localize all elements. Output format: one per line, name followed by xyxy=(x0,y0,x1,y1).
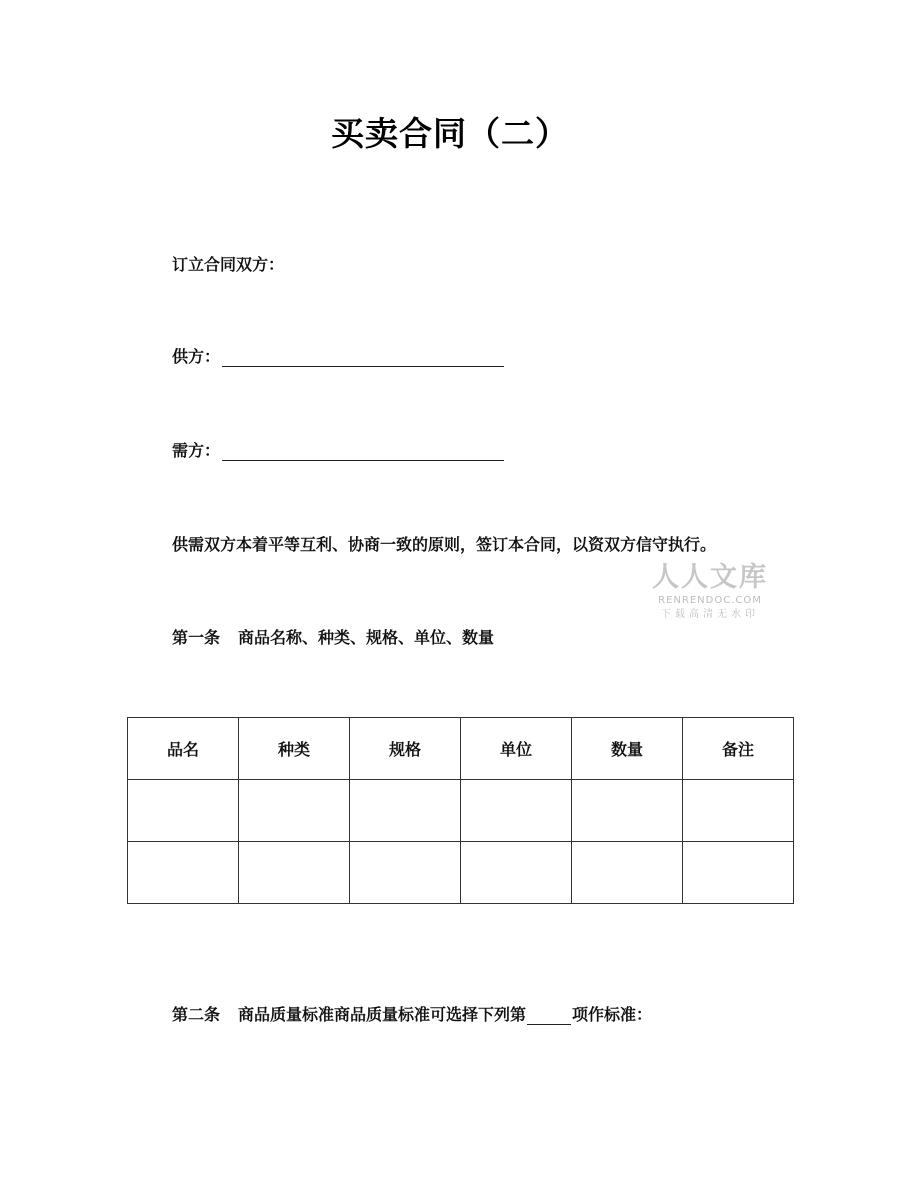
table-row xyxy=(128,780,794,842)
supplier-blank[interactable] xyxy=(222,348,504,367)
table-cell[interactable] xyxy=(572,842,683,904)
table-cell[interactable] xyxy=(461,780,572,842)
table-cell[interactable] xyxy=(128,842,239,904)
header-remarks: 备注 xyxy=(683,718,794,780)
preamble: 供需双方本着平等互利、协商一致的原则，签订本合同，以资双方信守执行。 xyxy=(172,535,717,554)
article-2-text-before: 商品质量标准商品质量标准可选择下列第 xyxy=(238,1005,527,1024)
table-row xyxy=(128,842,794,904)
buyer-line xyxy=(172,438,504,461)
table-cell[interactable] xyxy=(572,780,683,842)
article-1-number: 第一条 xyxy=(172,628,221,647)
table-cell[interactable] xyxy=(683,780,794,842)
table-cell[interactable] xyxy=(461,842,572,904)
supplier-label: 供方： xyxy=(172,347,221,366)
article-2-text-after: 项作标准： xyxy=(572,1005,653,1024)
buyer-label: 需方： xyxy=(172,441,221,460)
header-category: 种类 xyxy=(239,718,350,780)
watermark xyxy=(645,562,775,622)
header-product-name: 品名 xyxy=(128,718,239,780)
buyer-blank[interactable] xyxy=(222,442,504,461)
table-cell[interactable] xyxy=(350,842,461,904)
article-2-item-blank[interactable] xyxy=(527,1006,571,1025)
header-specification: 规格 xyxy=(350,718,461,780)
article-1-heading xyxy=(172,625,494,648)
article-2-heading xyxy=(172,1002,652,1025)
header-quantity: 数量 xyxy=(572,718,683,780)
watermark-name: 人人文库 xyxy=(652,562,768,593)
contract-title: 买卖合同（二） xyxy=(331,114,569,153)
article-1-title: 商品名称、种类、规格、单位、数量 xyxy=(238,628,495,647)
article-2-number: 第二条 xyxy=(172,1005,221,1024)
goods-table-header-row xyxy=(128,718,794,780)
header-unit: 单位 xyxy=(461,718,572,780)
parties-heading: 订立合同双方： xyxy=(172,255,285,274)
watermark-url: RENRENDOC.COM xyxy=(658,595,762,606)
table-cell[interactable] xyxy=(239,842,350,904)
table-cell[interactable] xyxy=(683,842,794,904)
table-cell[interactable] xyxy=(128,780,239,842)
table-cell[interactable] xyxy=(350,780,461,842)
supplier-line xyxy=(172,344,504,367)
table-cell[interactable] xyxy=(239,780,350,842)
goods-table xyxy=(127,717,794,904)
watermark-tagline: 下载高清无水印 xyxy=(661,609,759,620)
